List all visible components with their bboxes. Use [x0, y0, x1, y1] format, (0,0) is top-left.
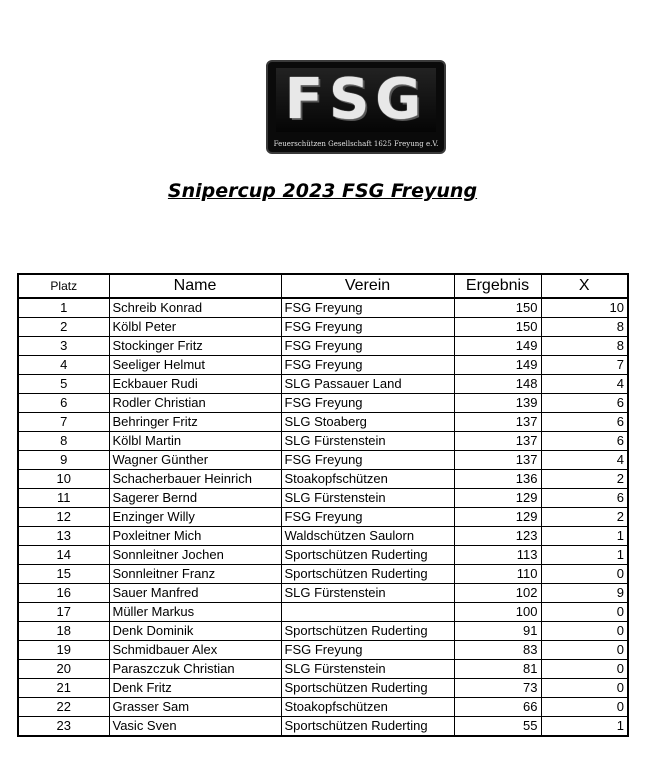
cell-name: Kölbl Martin	[109, 432, 281, 451]
cell-verein: FSG Freyung	[281, 394, 454, 413]
cell-verein	[281, 603, 454, 622]
cell-verein: SLG Fürstenstein	[281, 660, 454, 679]
cell-name: Eckbauer Rudi	[109, 375, 281, 394]
cell-name: Poxleitner Mich	[109, 527, 281, 546]
cell-platz: 7	[18, 413, 109, 432]
cell-platz: 8	[18, 432, 109, 451]
cell-ergebnis: 149	[454, 337, 541, 356]
table-row	[18, 679, 628, 698]
cell-x: 6	[541, 432, 628, 451]
cell-platz: 15	[18, 565, 109, 584]
cell-verein: SLG Stoaberg	[281, 413, 454, 432]
cell-name: Kölbl Peter	[109, 318, 281, 337]
cell-x: 9	[541, 584, 628, 603]
cell-verein: Sportschützen Ruderting	[281, 622, 454, 641]
cell-platz: 13	[18, 527, 109, 546]
cell-x: 8	[541, 318, 628, 337]
cell-platz: 2	[18, 318, 109, 337]
cell-ergebnis: 129	[454, 489, 541, 508]
table-row	[18, 337, 628, 356]
cell-name: Schmidbauer Alex	[109, 641, 281, 660]
table-row	[18, 622, 628, 641]
cell-name: Sonnleitner Jochen	[109, 546, 281, 565]
cell-name: Stockinger Fritz	[109, 337, 281, 356]
cell-verein: SLG Fürstenstein	[281, 584, 454, 603]
cell-platz: 10	[18, 470, 109, 489]
cell-ergebnis: 129	[454, 508, 541, 527]
cell-ergebnis: 137	[454, 413, 541, 432]
cell-x: 6	[541, 413, 628, 432]
cell-x: 1	[541, 717, 628, 737]
table-row	[18, 527, 628, 546]
table-row	[18, 413, 628, 432]
cell-name: Schreib Konrad	[109, 298, 281, 318]
table-row	[18, 432, 628, 451]
cell-ergebnis: 66	[454, 698, 541, 717]
table-row	[18, 546, 628, 565]
cell-x: 6	[541, 489, 628, 508]
cell-ergebnis: 91	[454, 622, 541, 641]
cell-ergebnis: 100	[454, 603, 541, 622]
cell-x: 0	[541, 603, 628, 622]
cell-ergebnis: 55	[454, 717, 541, 737]
cell-platz: 16	[18, 584, 109, 603]
cell-platz: 6	[18, 394, 109, 413]
cell-x: 2	[541, 508, 628, 527]
table-row	[18, 375, 628, 394]
header-ergebnis: Ergebnis	[454, 274, 541, 298]
table-row	[18, 698, 628, 717]
cell-verein: FSG Freyung	[281, 641, 454, 660]
table-row	[18, 641, 628, 660]
table-row	[18, 489, 628, 508]
cell-ergebnis: 73	[454, 679, 541, 698]
cell-verein: SLG Fürstenstein	[281, 489, 454, 508]
cell-name: Sauer Manfred	[109, 584, 281, 603]
table-row	[18, 717, 628, 737]
table-row	[18, 584, 628, 603]
page-title: Snipercup 2023 FSG Freyung	[167, 180, 478, 202]
table-row	[18, 394, 628, 413]
cell-ergebnis: 150	[454, 318, 541, 337]
cell-platz: 4	[18, 356, 109, 375]
cell-ergebnis: 137	[454, 432, 541, 451]
cell-verein: FSG Freyung	[281, 508, 454, 527]
cell-platz: 23	[18, 717, 109, 737]
cell-ergebnis: 148	[454, 375, 541, 394]
cell-ergebnis: 113	[454, 546, 541, 565]
cell-name: Behringer Fritz	[109, 413, 281, 432]
cell-platz: 5	[18, 375, 109, 394]
cell-platz: 14	[18, 546, 109, 565]
header-x: X	[541, 274, 628, 298]
cell-platz: 11	[18, 489, 109, 508]
cell-verein: Stoakopfschützen	[281, 470, 454, 489]
cell-x: 4	[541, 451, 628, 470]
cell-x: 4	[541, 375, 628, 394]
cell-x: 0	[541, 698, 628, 717]
cell-verein: FSG Freyung	[281, 356, 454, 375]
cell-name: Sagerer Bernd	[109, 489, 281, 508]
cell-name: Grasser Sam	[109, 698, 281, 717]
cell-platz: 1	[18, 298, 109, 318]
table-row	[18, 603, 628, 622]
cell-platz: 12	[18, 508, 109, 527]
table-row	[18, 356, 628, 375]
cell-x: 8	[541, 337, 628, 356]
cell-x: 1	[541, 527, 628, 546]
cell-verein: FSG Freyung	[281, 337, 454, 356]
cell-x: 7	[541, 356, 628, 375]
table-row	[18, 451, 628, 470]
header-platz: Platz	[18, 274, 109, 298]
cell-platz: 18	[18, 622, 109, 641]
cell-platz: 19	[18, 641, 109, 660]
cell-ergebnis: 137	[454, 451, 541, 470]
cell-verein: Waldschützen Saulorn	[281, 527, 454, 546]
table-row	[18, 298, 628, 318]
cell-verein: Sportschützen Ruderting	[281, 717, 454, 737]
logo-text: FSG	[284, 67, 428, 132]
cell-x: 0	[541, 565, 628, 584]
cell-verein: Sportschützen Ruderting	[281, 565, 454, 584]
cell-ergebnis: 150	[454, 298, 541, 318]
cell-x: 1	[541, 546, 628, 565]
cell-name: Sonnleitner Franz	[109, 565, 281, 584]
cell-ergebnis: 102	[454, 584, 541, 603]
cell-verein: FSG Freyung	[281, 318, 454, 337]
table-row	[18, 565, 628, 584]
cell-ergebnis: 81	[454, 660, 541, 679]
cell-name: Enzinger Willy	[109, 508, 281, 527]
cell-ergebnis: 136	[454, 470, 541, 489]
header-name: Name	[109, 274, 281, 298]
table-row	[18, 318, 628, 337]
cell-ergebnis: 83	[454, 641, 541, 660]
cell-ergebnis: 139	[454, 394, 541, 413]
table-row	[18, 470, 628, 489]
cell-x: 10	[541, 298, 628, 318]
cell-x: 0	[541, 641, 628, 660]
cell-platz: 9	[18, 451, 109, 470]
cell-platz: 21	[18, 679, 109, 698]
results-table	[17, 273, 629, 737]
cell-platz: 22	[18, 698, 109, 717]
cell-name: Denk Dominik	[109, 622, 281, 641]
cell-verein: Stoakopfschützen	[281, 698, 454, 717]
cell-verein: FSG Freyung	[281, 298, 454, 318]
cell-x: 0	[541, 622, 628, 641]
cell-ergebnis: 123	[454, 527, 541, 546]
cell-verein: SLG Fürstenstein	[281, 432, 454, 451]
cell-x: 0	[541, 679, 628, 698]
logo-subtitle: Feuerschützen Gesellschaft 1625 Freyung e.V.	[273, 140, 439, 148]
cell-x: 6	[541, 394, 628, 413]
cell-verein: Sportschützen Ruderting	[281, 679, 454, 698]
cell-name: Vasic Sven	[109, 717, 281, 737]
cell-name: Denk Fritz	[109, 679, 281, 698]
table-header-row	[18, 274, 628, 298]
cell-platz: 20	[18, 660, 109, 679]
cell-name: Wagner Günther	[109, 451, 281, 470]
cell-ergebnis: 110	[454, 565, 541, 584]
table-body	[18, 298, 628, 736]
fsg-logo	[266, 60, 446, 154]
table-row	[18, 508, 628, 527]
cell-verein: Sportschützen Ruderting	[281, 546, 454, 565]
cell-name: Müller Markus	[109, 603, 281, 622]
cell-platz: 3	[18, 337, 109, 356]
header-verein: Verein	[281, 274, 454, 298]
cell-x: 0	[541, 660, 628, 679]
table-row	[18, 660, 628, 679]
cell-platz: 17	[18, 603, 109, 622]
cell-name: Paraszczuk Christian	[109, 660, 281, 679]
cell-name: Schacherbauer Heinrich	[109, 470, 281, 489]
cell-x: 2	[541, 470, 628, 489]
cell-name: Seeliger Helmut	[109, 356, 281, 375]
cell-ergebnis: 149	[454, 356, 541, 375]
cell-name: Rodler Christian	[109, 394, 281, 413]
cell-verein: SLG Passauer Land	[281, 375, 454, 394]
cell-verein: FSG Freyung	[281, 451, 454, 470]
logo-emblem	[276, 68, 436, 132]
results-table-wrap	[17, 273, 629, 737]
